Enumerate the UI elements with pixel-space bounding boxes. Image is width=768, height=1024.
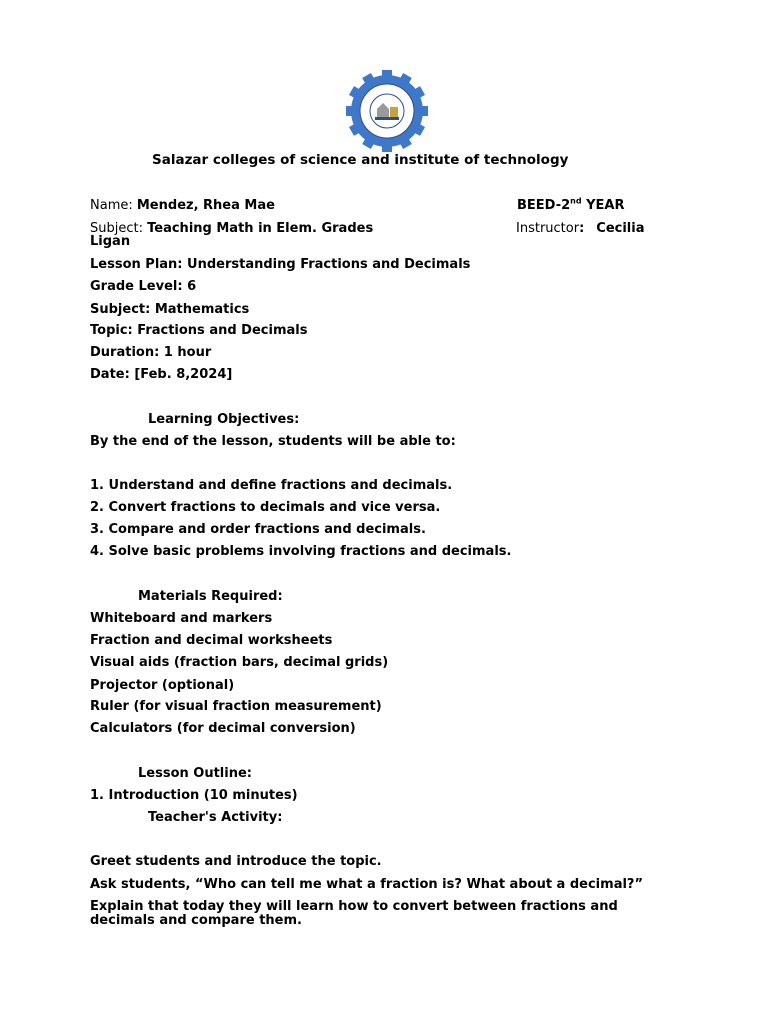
instructor-label: Instructor: [516, 221, 580, 236]
lesson-subject: Subject: Mathematics: [90, 302, 250, 317]
lesson-topic: Topic: Fractions and Decimals: [90, 323, 308, 338]
course-superscript: nd: [570, 196, 582, 206]
course-year: [517, 198, 624, 213]
subject-value: Teaching Math in Elem. Grades: [147, 221, 374, 236]
instructor-row: [516, 221, 645, 236]
student-name-row: [90, 198, 275, 213]
course-prefix: BEED-2: [517, 198, 571, 213]
lesson-date: Date: [Feb. 8,2024]: [90, 367, 233, 382]
objective-item: 4. Solve basic problems involving fractions and decimals.: [90, 544, 512, 559]
name-label: Name:: [90, 198, 137, 213]
outline-heading: Lesson Outline:: [138, 766, 252, 781]
school-logo: [338, 70, 436, 152]
material-item: Ruler (for visual fraction measurement): [90, 699, 382, 714]
objective-item: 2. Convert fractions to decimals and vice versa.: [90, 500, 441, 515]
student-name: Mendez, Rhea Mae: [136, 198, 275, 213]
activity-item: Greet students and introduce the topic.: [90, 854, 382, 869]
grade-level: Grade Level: 6: [90, 279, 197, 294]
lesson-duration: Duration: 1 hour: [90, 345, 212, 360]
instructor-first-name: Cecilia: [596, 221, 645, 236]
objectives-heading: Learning Objectives:: [148, 412, 300, 427]
material-item: Projector (optional): [90, 678, 235, 693]
subject-row: [90, 221, 373, 236]
outline-step-intro: 1. Introduction (10 minutes): [90, 788, 298, 803]
teacher-activity-heading: Teacher's Activity:: [148, 810, 283, 825]
objective-item: 3. Compare and order fractions and decimals.: [90, 522, 426, 537]
material-item: Fraction and decimal worksheets: [90, 633, 333, 648]
instructor-colon: :: [579, 221, 585, 236]
material-item: Whiteboard and markers: [90, 611, 273, 626]
activity-item: Explain that today they will learn how to convert between fractions and: [90, 899, 618, 914]
subject-label: Subject:: [90, 221, 148, 236]
lesson-plan-title: Lesson Plan: Understanding Fractions and Decimals: [90, 257, 471, 272]
objectives-intro: By the end of the lesson, students will be able to:: [90, 434, 456, 449]
activity-item: decimals and compare them.: [90, 913, 302, 928]
objective-item: 1. Understand and define fractions and decimals.: [90, 478, 453, 493]
materials-heading: Materials Required:: [138, 589, 283, 604]
material-item: Visual aids (fraction bars, decimal grids): [90, 655, 389, 670]
school-name: Salazar colleges of science and institute of technology: [152, 152, 569, 168]
material-item: Calculators (for decimal conversion): [90, 721, 356, 736]
instructor-last-name: Ligan: [90, 234, 131, 249]
activity-item: Ask students, “Who can tell me what a fraction is? What about a decimal?”: [90, 877, 644, 892]
course-suffix: YEAR: [581, 198, 625, 213]
